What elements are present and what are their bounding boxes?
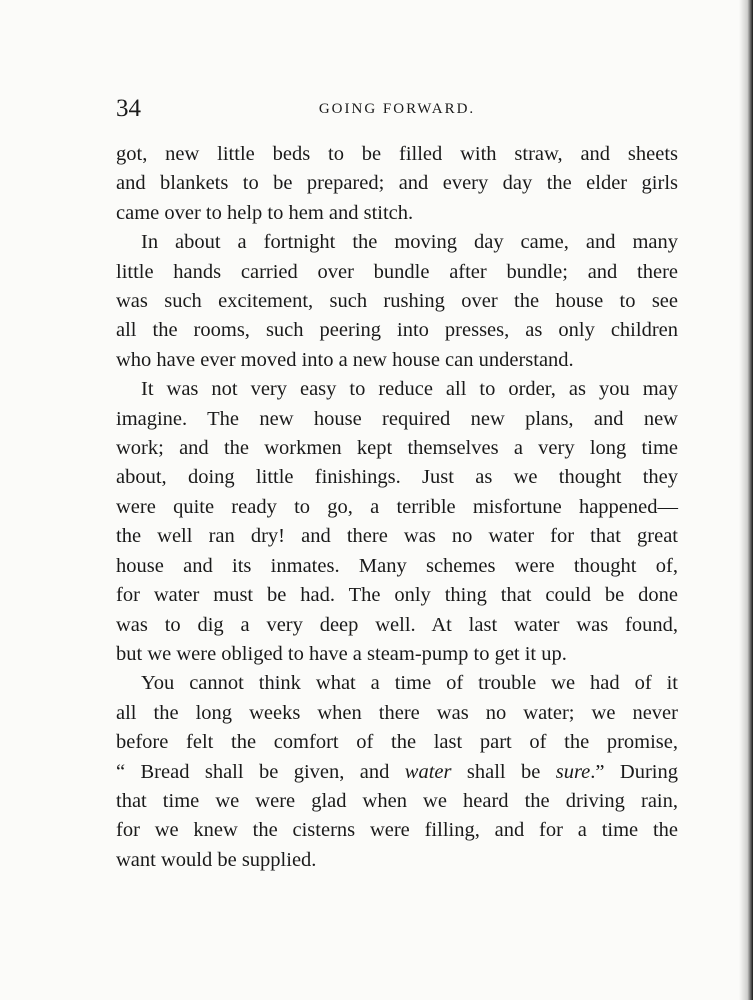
text-line: little hands carried over bundle after bundle; and there [116,260,678,283]
text-line: the well ran dry! and there was no water for that great [116,525,678,548]
italic-word-water: water [404,760,452,783]
quote-close: .” During [590,760,678,783]
page-header [116,92,678,126]
text-line: In about a fortnight the moving day came, and many [141,231,678,254]
running-head: GOING FORWARD. [318,101,476,117]
quote-line [116,758,678,787]
text-line: all the rooms, such peering into presses, as only children [116,319,678,342]
text-line: before felt the comfort of the last part of the promise, [116,731,678,754]
body-text [116,140,678,875]
italic-word-sure: sure [555,760,591,783]
text-line: want would be supplied. [116,848,317,871]
text-line: all the long weeks when there was no water; we never [116,701,678,724]
text-line: for we knew the cisterns were filling, and for a time the [116,819,678,842]
text-line: imagine. The new house required new plans, and new [116,407,678,430]
page-number: 34 [116,95,141,122]
text-line: and blankets to be prepared; and every day the elder girls [116,172,678,195]
text-line: You cannot think what a time of trouble we had of it [141,672,678,695]
text-line: about, doing little finishings. Just as we thought they [116,466,678,489]
text-line: was to dig a very deep well. At last water was found, [116,613,678,636]
text-line: but we were obliged to have a steam-pump to get it up. [116,642,567,665]
text-line: It was not very easy to reduce all to order, as you may [141,378,678,401]
quote-middle: shall be [451,760,556,783]
text-line: got, new little beds to be filled with straw, and sheets [116,143,678,165]
text-line: for water must be had. The only thing that could be done [116,584,678,607]
quote-open: “ Bread shall be given, and [116,760,405,783]
text-line: house and its inmates. Many schemes were thought of, [116,554,678,577]
text-line: work; and the workmen kept themselves a very long time [116,437,678,460]
text-line: was such excitement, such rushing over the house to see [116,290,678,313]
text-line: that time we were glad when we heard the driving rain, [116,789,678,812]
text-line: who have ever moved into a new house can understand. [116,348,574,371]
page-edge-shadow [739,0,753,1000]
text-line: came over to help to hem and stitch. [116,201,414,224]
text-line: were quite ready to go, a terrible misfortune happened— [116,495,678,518]
